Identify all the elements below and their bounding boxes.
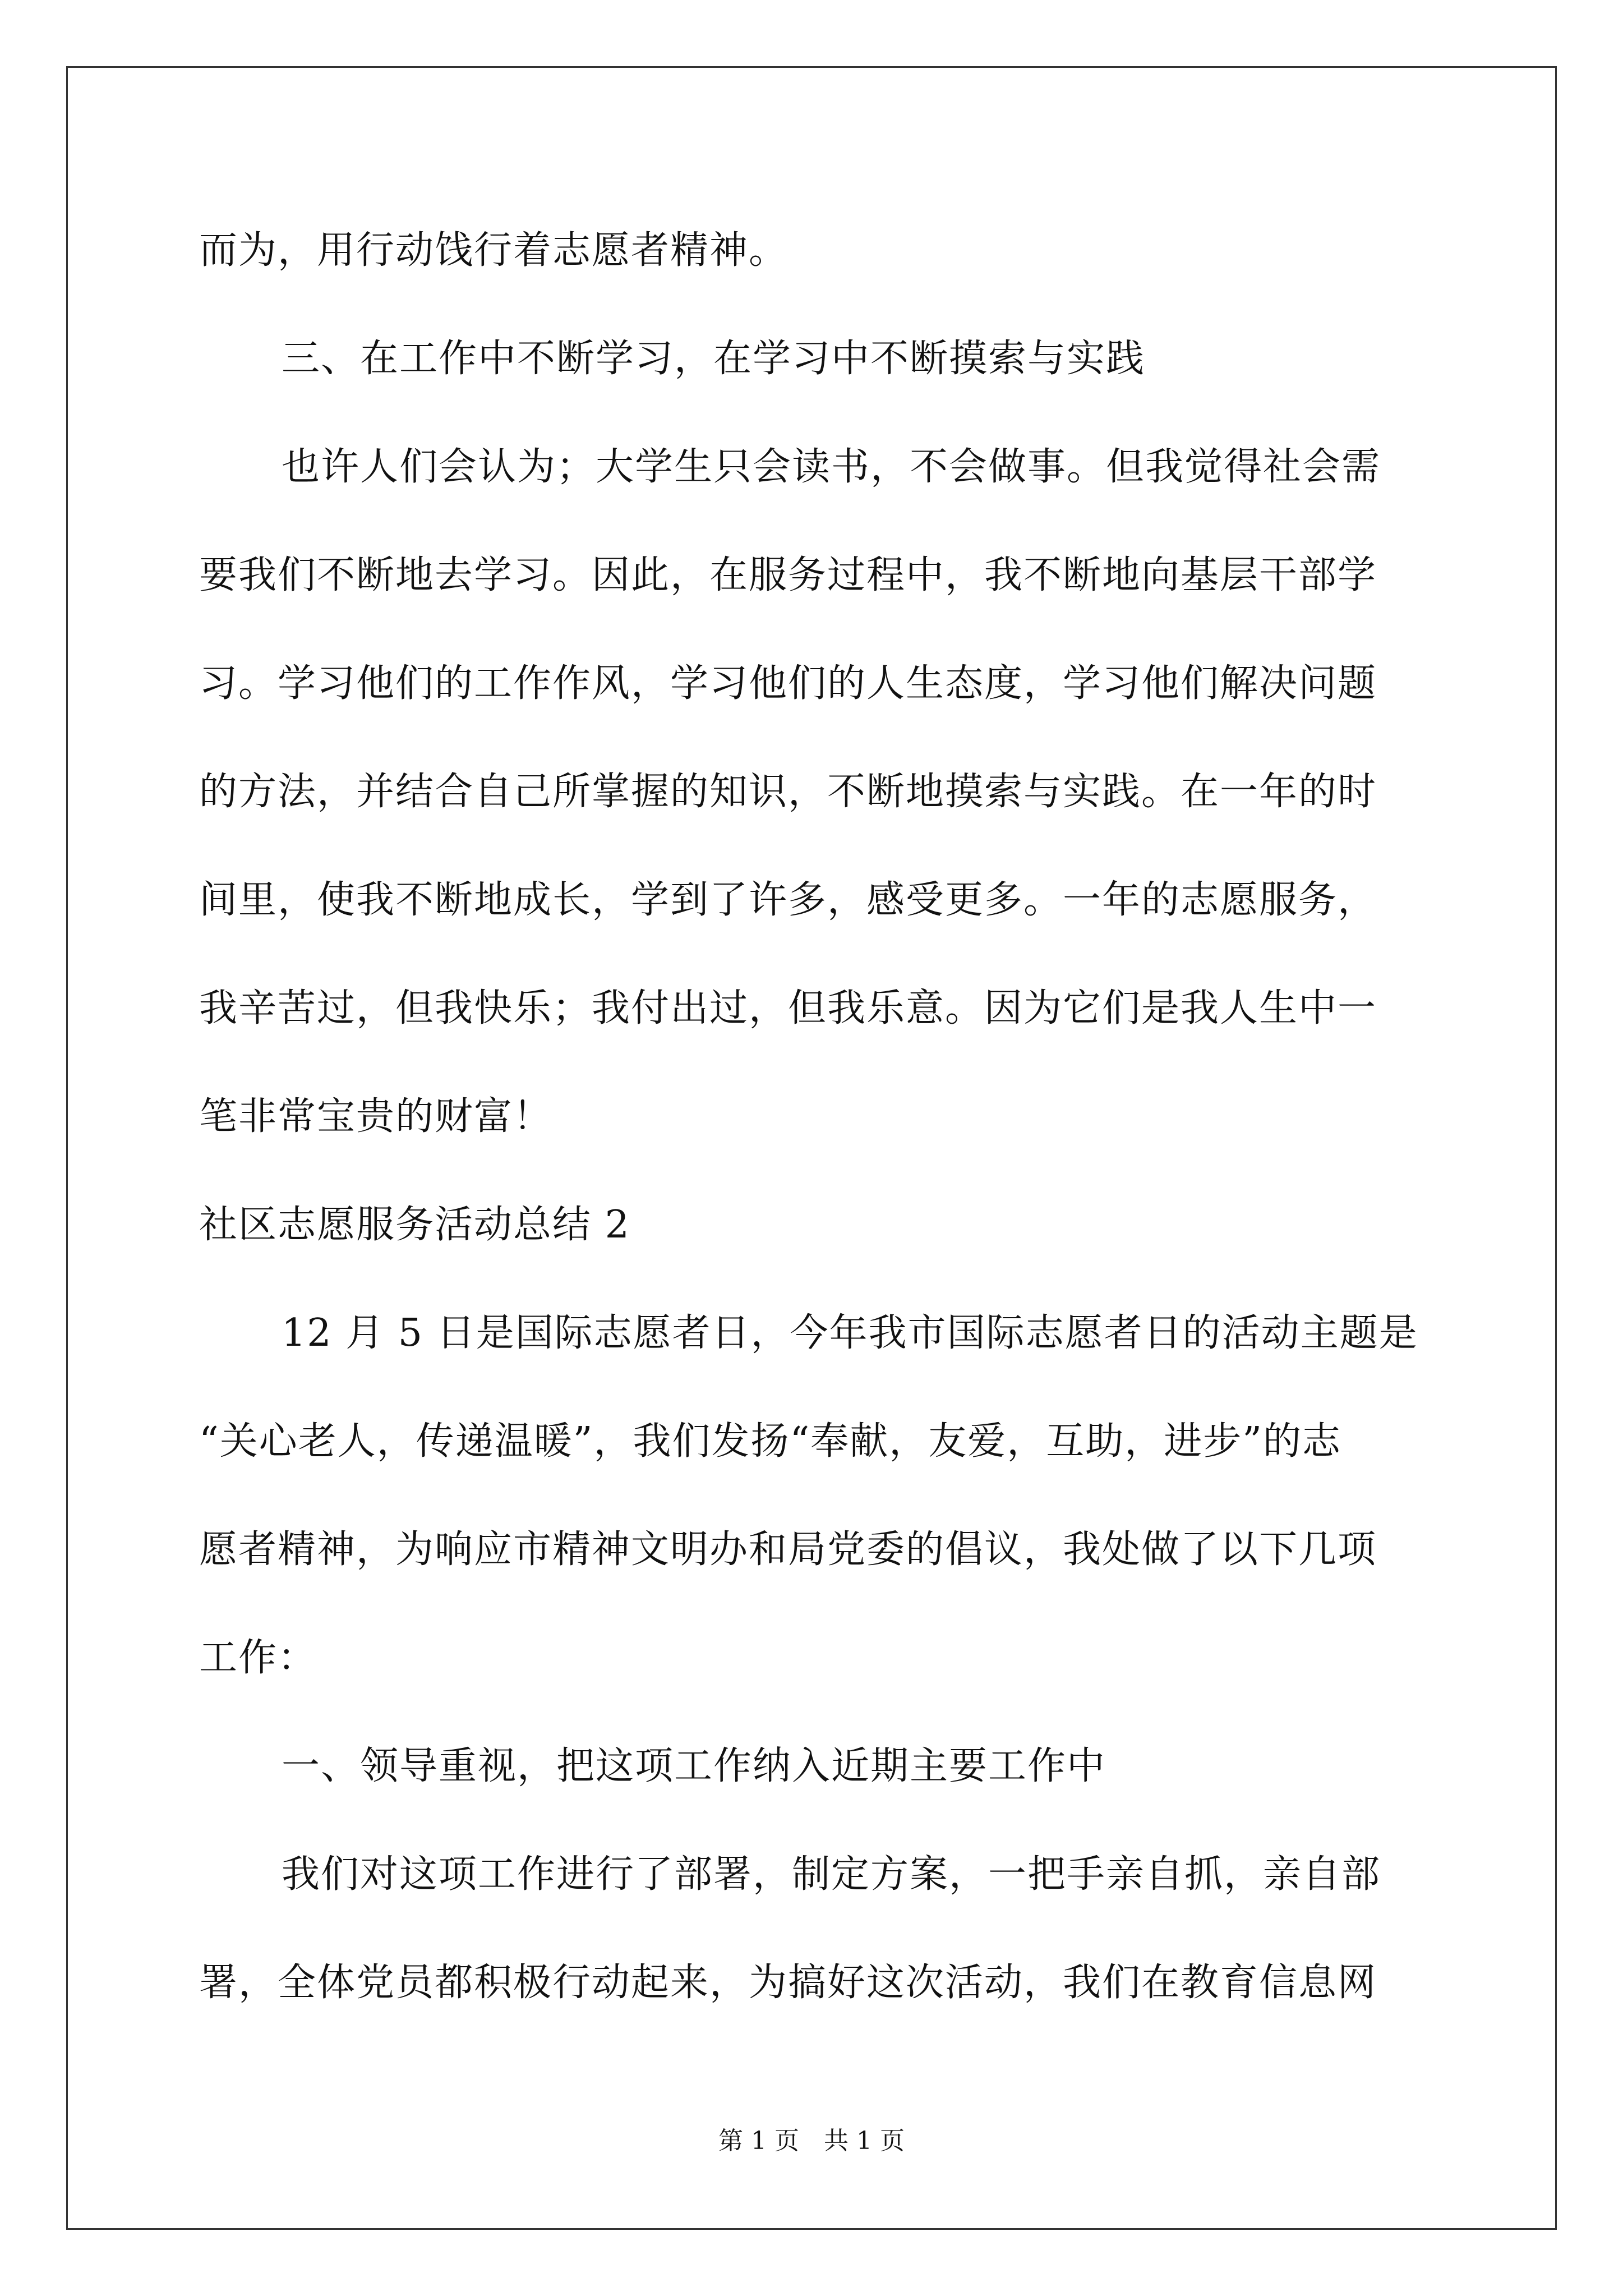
article-title: 社区志愿服务活动总结 2 <box>199 1203 630 1247</box>
text-line-7: 间里，使我不断地成长，学到了许多，感受更多。一年的志愿服务， <box>199 878 1377 922</box>
text-line-1: 而为，用行动饯行着志愿者精神。 <box>199 228 789 273</box>
text-line-17: 署，全体党员都积极行动起来，为搞好这次活动，我们在教育信息网 <box>199 1961 1377 2005</box>
text-line-14: 工作： <box>199 1636 317 1680</box>
text-line-13: 愿者精神，为响应市精神文明办和局党委的倡议，我处做了以下几项 <box>199 1527 1377 1572</box>
text-line-3: 也许人们会认为；大学生只会读书，不会做事。但我觉得社会需 <box>282 445 1381 489</box>
section-heading-1: 一、领导重视，把这项工作纳入近期主要工作中 <box>282 1744 1106 1788</box>
text-line-12: “关心老人，传递温暖”，我们发扬“奉献，友爱，互助，进步”的志 <box>199 1419 1342 1464</box>
text-line-11: 12 月 5 日是国际志愿者日，今年我市国际志愿者日的活动主题是 <box>282 1311 1418 1355</box>
text-line-4: 要我们不断地去学习。因此，在服务过程中，我不断地向基层干部学 <box>199 553 1377 597</box>
text-line-16: 我们对这项工作进行了部署，制定方案，一把手亲自抓，亲自部 <box>282 1852 1381 1897</box>
text-line-8: 我辛苦过，但我快乐；我付出过，但我乐意。因为它们是我人生中一 <box>199 986 1377 1030</box>
text-line-6: 的方法，并结合自己所掌握的知识，不断地摸索与实践。在一年的时 <box>199 770 1377 814</box>
text-line-9: 笔非常宝贵的财富！ <box>199 1094 553 1139</box>
section-heading-3: 三、在工作中不断学习，在学习中不断摸索与实践 <box>282 337 1146 381</box>
text-line-5: 习。学习他们的工作作风，学习他们的人生态度，学习他们解决问题 <box>199 661 1377 706</box>
document-body <box>199 196 1427 2037</box>
page-footer: 第 1 页 共 1 页 <box>718 2127 905 2155</box>
